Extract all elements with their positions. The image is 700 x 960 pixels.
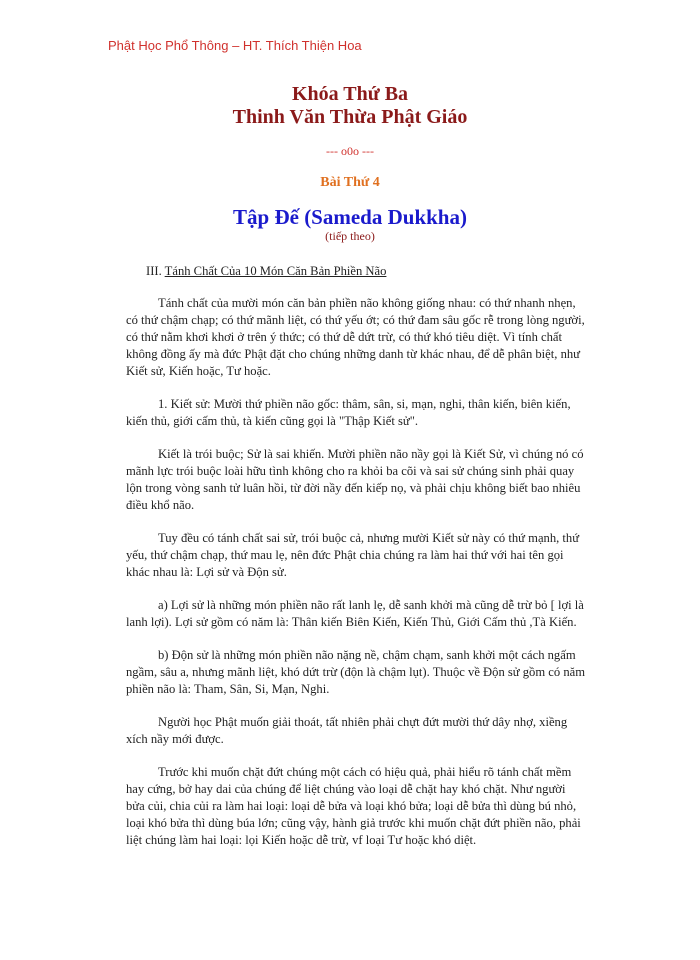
course-title-line2: Thinh Văn Thừa Phật Giáo — [232, 106, 468, 128]
paragraph: a) Lợi sử là những món phiền não rất lanh lẹ, dễ sanh khởi mà cũng dễ trừ bỏ [ lợi là lanh lợi). Lợi sử gồm có năm là: Thân kiến Biên Kiến, Kiến Thủ, Giới Cấm thủ ,Tà Kiến. — [126, 598, 584, 629]
subtitle: (tiếp theo) — [325, 229, 375, 243]
paragraph: Người học Phật muốn giải thoát, tất nhiên phải chựt đứt mười thứ dây nhợ, xiềng xích nầy mới được. — [126, 715, 568, 746]
paragraph: Kiết là trói buộc; Sử là sai khiến. Mười phiền não nầy gọi là Kiết Sử, vì chúng nó có mãnh lực trói buộc loài hữu tình không cho ra khỏi ba cõi và sai sử chúng sinh phải quay lộn trong vòng sanh tử luân hồi, từ đời nầy đến kiếp nọ, và phải chịu không biết bao nhiêu điều khổ não. — [126, 447, 584, 512]
paragraph: Tuy đều có tánh chất sai sử, trói buộc cả, nhưng mười Kiết sử này có thứ mạnh, thứ yếu, thứ chậm chạp, thứ mau lẹ, nên đức Phật chia chúng ra làm hai thứ với hai tên gọi khác nhau là: Lợi sử và Độn sử. — [126, 531, 580, 579]
separator: --- o0o --- — [326, 144, 374, 158]
section-heading — [126, 263, 586, 280]
section-number: III. — [146, 264, 162, 278]
paragraph: b) Độn sử là những món phiền não nặng nề, chậm chạm, sanh khởi một cách ngấm ngầm, sâu a, nhưng mãnh liệt, khó dứt trừ (độn là chậm lụt). Thuộc về Độn sử gồm có năm phiền não là: Tham, Sân, Si, Mạn, Nghi. — [126, 648, 586, 696]
paragraph: Trước khi muốn chặt đứt chúng một cách có hiệu quả, phải hiểu rõ tánh chất mềm hay cứng, bở hay dai của chúng để liệt chúng vào loại dễ chặt hay khó chặt. Như người bửa củi, chia củi ra làm hai loại: loại dễ bửa và loại khó bửa; loại dễ bửa thì dùng bú nhỏ, loại khó bửa thì dùng búa lớn; cũng vậy, hành giả trước khi muốn chặt đứt phiền não, phải liệt chúng làm hai loại: lọi Kiến hoặc dễ trừ, vf loại Tư hoặc khó diệt. — [126, 765, 581, 847]
title-block — [0, 83, 700, 243]
body-text — [126, 263, 586, 865]
paragraph: 1. Kiết sử: Mười thứ phiền não gốc: thâm, sân, si, mạn, nghi, thân kiến, biên kiến, kiến thủ, giới cấm thủ, tà kiến cũng gọi là "Thập Kiết sử". — [126, 397, 571, 428]
course-title-line1: Khóa Thứ Ba — [291, 83, 409, 105]
section-title: Tánh Chất Của 10 Món Căn Bản Phiền Não — [164, 264, 387, 278]
main-title: Tập Đế (Sameda Dukkha) — [233, 205, 467, 229]
paragraph: Tánh chất của mười món căn bản phiền não không giống nhau: có thứ nhanh nhẹn, có thứ chậm chạp; có thứ mãnh liệt, có thứ yếu ớt; có thứ đam sâu gốc rễ trong lòng người, có thứ nằm khơi khơi ở trên ý thức; có thứ dễ dứt trừ, có thứ khó tiêu diệt. Vì tính chất không đồng ấy mà đức Phật đặt cho chúng những danh từ khác nhau, để dễ phân biệt, như Kiết sử, Kiến hoặc, Tư hoặc. — [126, 296, 585, 378]
lesson-number: Bài Thứ 4 — [320, 175, 380, 190]
running-header: Phật Học Phổ Thông – HT. Thích Thiện Hoa — [108, 38, 362, 53]
